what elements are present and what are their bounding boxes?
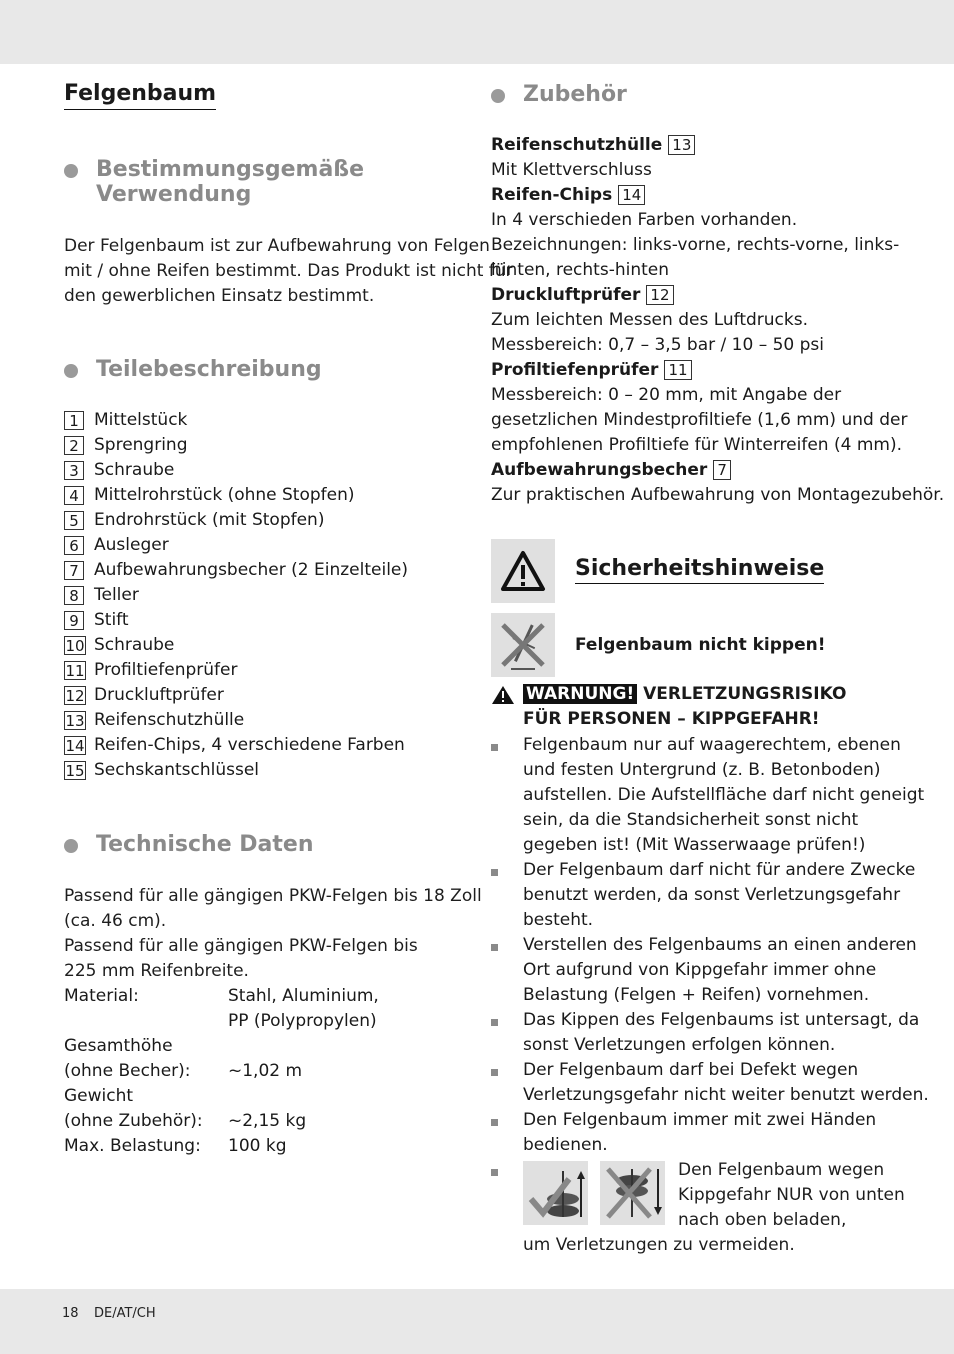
text-line: Den Felgenbaum wegen xyxy=(678,1160,885,1180)
part-label: Sechskantschlüssel xyxy=(94,760,260,780)
parts-list-item xyxy=(64,733,405,758)
safety-bullet-text: Das Kippen des Felgenbaums ist untersagt, da xyxy=(523,1010,920,1030)
accessory-text: Messbereich: 0,7 – 3,5 bar / 10 – 50 psi xyxy=(491,335,825,355)
accessory-number-box: 7 xyxy=(713,460,731,480)
warning-small-icon xyxy=(491,685,515,705)
bullet-icon xyxy=(491,744,498,751)
part-label: Aufbewahrungsbecher (2 Einzelteile) xyxy=(94,560,409,580)
footer-locale: DE/AT/CH xyxy=(94,1306,156,1321)
part-number-box: 1 xyxy=(64,411,84,430)
header-band xyxy=(0,0,954,64)
section-title-line: Verwendung xyxy=(96,182,252,207)
safety-bullet-text: sein, da die Standsicherheit sonst nicht xyxy=(523,810,859,830)
bullet-icon xyxy=(491,1019,498,1026)
spec-value: PP (Polypropylen) xyxy=(228,1011,377,1031)
accessory-title xyxy=(491,358,692,383)
warning-label: WARNUNG! xyxy=(523,684,637,704)
parts-list-item xyxy=(64,633,174,658)
part-label: Stift xyxy=(94,610,129,630)
page-number: 18 xyxy=(62,1306,79,1321)
parts-list-item xyxy=(64,408,187,433)
part-number-box: 6 xyxy=(64,536,84,555)
page-title: Felgenbaum xyxy=(64,80,216,110)
bullet-icon xyxy=(491,869,498,876)
spec-value: ~1,02 m xyxy=(228,1061,303,1081)
warning-line-2: FÜR PERSONEN – KIPPGEFAHR! xyxy=(523,709,820,729)
accessory-name: Reifen-Chips xyxy=(491,185,613,205)
parts-list-item xyxy=(64,433,188,458)
part-number-box: 7 xyxy=(64,561,84,580)
section-bullet-icon xyxy=(64,839,78,853)
section-bullet-icon xyxy=(491,89,505,103)
section-title-text: Teilebeschreibung xyxy=(96,357,322,382)
text-line: mit / ohne Reifen bestimmt. Das Produkt ist nicht für xyxy=(64,261,513,281)
part-label: Teller xyxy=(94,585,139,605)
bullet-icon xyxy=(491,1169,498,1176)
text-line: Passend für alle gängigen PKW-Felgen bis xyxy=(64,936,418,956)
parts-list-item xyxy=(64,508,324,533)
parts-list-item xyxy=(64,658,237,683)
part-label: Profiltiefenprüfer xyxy=(94,660,238,680)
spec-label: Max. Belastung: xyxy=(64,1136,201,1156)
warning-line: VERLETZUNGSRISIKO xyxy=(643,684,847,704)
warning-heading xyxy=(523,682,846,707)
parts-list-item xyxy=(64,608,129,633)
safety-bullet-text: benutzt werden, da sonst Verletzungsgefahr xyxy=(523,885,901,905)
parts-list-item xyxy=(64,483,355,508)
safety-bullet-text: Felgenbaum nur auf waagerechtem, ebenen xyxy=(523,735,901,755)
parts-list-item xyxy=(64,583,139,608)
accessory-text: Mit Klettverschluss xyxy=(491,160,652,180)
parts-list-item xyxy=(64,758,259,783)
accessory-text: Messbereich: 0 – 20 mm, mit Angabe der xyxy=(491,385,842,405)
accessory-number-box: 14 xyxy=(618,185,645,205)
safety-bullet-text: Ort aufgrund von Kippgefahr immer ohne xyxy=(523,960,877,980)
part-label: Sprengring xyxy=(94,435,188,455)
load-top-down-forbidden-icon xyxy=(600,1161,665,1225)
text-line: (ca. 46 cm). xyxy=(64,911,167,931)
part-number-box: 9 xyxy=(64,611,84,630)
safety-bullet-text: bedienen. xyxy=(523,1135,608,1155)
bullet-icon xyxy=(491,1069,498,1076)
parts-list-item xyxy=(64,458,174,483)
load-bottom-up-ok-icon xyxy=(523,1161,588,1225)
accessory-text: gesetzlichen Mindestprofiltiefe (1,6 mm) und der xyxy=(491,410,908,430)
safety-bullet-text: Der Felgenbaum darf nicht für andere Zwecke xyxy=(523,860,916,880)
accessory-text: Bezeichnungen: links-vorne, rechts-vorne, links- xyxy=(491,235,900,255)
spec-label: (ohne Zubehör): xyxy=(64,1111,203,1131)
spec-label: Material: xyxy=(64,986,139,1006)
safety-bullet-text: Belastung (Felgen + Reifen) vornehmen. xyxy=(523,985,870,1005)
accessory-title xyxy=(491,133,695,158)
text-line: Kippgefahr NUR von unten xyxy=(678,1185,905,1205)
part-label: Druckluftprüfer xyxy=(94,685,224,705)
accessory-text: hinten, rechts-hinten xyxy=(491,260,670,280)
intended-use-text xyxy=(64,234,513,309)
text-line: Der Felgenbaum ist zur Aufbewahrung von Felgen xyxy=(64,236,490,256)
part-label: Reifenschutzhülle xyxy=(94,710,245,730)
safety-bullet-text: gegeben ist! (Mit Wasserwaage prüfen!) xyxy=(523,835,866,855)
text-line: den gewerblichen Einsatz bestimmt. xyxy=(64,286,375,306)
accessory-text: Zur praktischen Aufbewahrung von Montagezubehör. xyxy=(491,485,945,505)
text-line: Passend für alle gängigen PKW-Felgen bis 18 Zoll xyxy=(64,886,482,906)
section-bullet-icon xyxy=(64,164,78,178)
bullet-icon xyxy=(491,944,498,951)
safety-bullet-text: Der Felgenbaum darf bei Defekt wegen xyxy=(523,1060,859,1080)
spec-value: 100 kg xyxy=(228,1136,287,1156)
part-label: Mittelstück xyxy=(94,410,188,430)
no-tipping-label: Felgenbaum nicht kippen! xyxy=(575,635,826,655)
parts-list-item xyxy=(64,683,224,708)
safety-bullet-text: Verletzungsgefahr nicht weiter benutzt werden. xyxy=(523,1085,929,1105)
accessory-number-box: 12 xyxy=(646,285,673,305)
part-number-box: 13 xyxy=(65,711,85,730)
section-title-tech xyxy=(96,832,314,857)
last-bullet-text xyxy=(678,1158,905,1233)
accessory-title xyxy=(491,458,731,483)
accessory-name: Druckluftprüfer xyxy=(491,285,641,305)
parts-list-item xyxy=(64,708,244,733)
accessory-text: In 4 verschieden Farben vorhanden. xyxy=(491,210,798,230)
part-number-box: 4 xyxy=(64,486,84,505)
accessory-name: Reifenschutzhülle xyxy=(491,135,663,155)
spec-label: Gewicht xyxy=(64,1086,134,1106)
no-tipping-icon xyxy=(491,613,555,677)
part-label: Schraube xyxy=(94,635,175,655)
parts-list-item xyxy=(64,558,408,583)
section-title-text: Technische Daten xyxy=(96,832,314,857)
section-title-text: Zubehör xyxy=(523,82,627,107)
safety-bullet-text: aufstellen. Die Aufstellfläche darf nicht geneigt xyxy=(523,785,925,805)
part-label: Endrohrstück (mit Stopfen) xyxy=(94,510,325,530)
section-title-line: Bestimmungsgemäße xyxy=(96,157,365,182)
warning-triangle-icon xyxy=(491,539,555,603)
accessory-text: Zum leichten Messen des Luftdrucks. xyxy=(491,310,809,330)
safety-title: Sicherheitshinweise xyxy=(575,555,824,584)
accessory-title xyxy=(491,283,674,308)
part-number-box: 10 xyxy=(65,636,85,655)
part-number-box: 11 xyxy=(65,661,85,680)
part-number-box: 15 xyxy=(65,761,85,780)
footer-band xyxy=(0,1289,954,1354)
text-line: nach oben beladen, xyxy=(678,1210,847,1230)
safety-bullet-text: Den Felgenbaum immer mit zwei Händen xyxy=(523,1110,877,1130)
accessory-text: empfohlenen Profiltiefe für Winterreifen (4 mm). xyxy=(491,435,902,455)
part-label: Ausleger xyxy=(94,535,169,555)
accessory-number-box: 13 xyxy=(668,135,695,155)
tech-text xyxy=(64,884,482,984)
part-number-box: 2 xyxy=(64,436,84,455)
spec-label: (ohne Becher): xyxy=(64,1061,191,1081)
part-label: Reifen-Chips, 4 verschiedene Farben xyxy=(94,735,405,755)
spec-value: Stahl, Aluminium, xyxy=(228,986,379,1006)
safety-bullet-text: Verstellen des Felgenbaums an einen anderen xyxy=(523,935,917,955)
bullet-icon xyxy=(491,1119,498,1126)
accessory-name: Profiltiefenprüfer xyxy=(491,360,659,380)
accessory-title xyxy=(491,183,645,208)
part-number-box: 8 xyxy=(64,586,84,605)
accessory-name: Aufbewahrungsbecher xyxy=(491,460,708,480)
section-title-intended-use xyxy=(96,157,364,207)
part-number-box: 12 xyxy=(65,686,85,705)
section-title-parts xyxy=(96,357,322,382)
last-bullet-tail: um Verletzungen zu vermeiden. xyxy=(523,1235,795,1255)
safety-bullet-text: sonst Verletzungen erfolgen können. xyxy=(523,1035,836,1055)
spec-value: ~2,15 kg xyxy=(228,1111,307,1131)
accessory-number-box: 11 xyxy=(664,360,691,380)
safety-bullet-text: und festen Untergrund (z. B. Betonboden) xyxy=(523,760,881,780)
section-title-accessories xyxy=(523,82,627,107)
part-number-box: 3 xyxy=(64,461,84,480)
text-line: 225 mm Reifenbreite. xyxy=(64,961,249,981)
part-number-box: 5 xyxy=(64,511,84,530)
section-bullet-icon xyxy=(64,364,78,378)
part-label: Schraube xyxy=(94,460,175,480)
part-label: Mittelrohrstück (ohne Stopfen) xyxy=(94,485,355,505)
part-number-box: 14 xyxy=(65,736,85,755)
spec-label: Gesamthöhe xyxy=(64,1036,173,1056)
safety-bullet-text: besteht. xyxy=(523,910,594,930)
parts-list-item xyxy=(64,533,169,558)
